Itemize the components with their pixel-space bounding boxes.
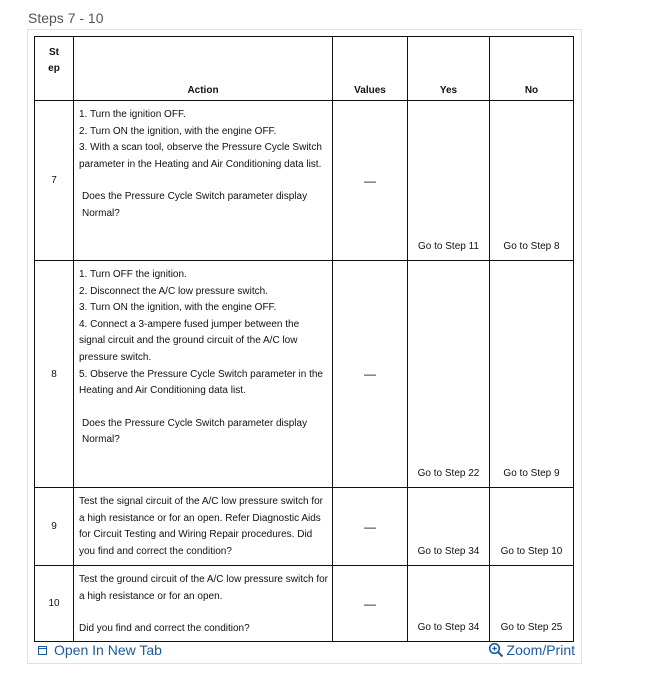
step-action — [74, 566, 333, 642]
diagnostic-table — [34, 36, 574, 642]
header-no: No — [490, 37, 574, 101]
action-item: 2. Disconnect the A/C low pressure switch. — [79, 285, 268, 297]
header-action: Action — [74, 37, 333, 101]
step-action — [74, 261, 333, 488]
step-number: 10 — [35, 566, 74, 642]
step-value: — — [333, 261, 408, 488]
header-step-line2: ep — [48, 63, 60, 74]
step-value: — — [333, 488, 408, 566]
table-row — [35, 261, 574, 488]
open-in-new-tab-icon — [38, 646, 47, 655]
step-number: 9 — [35, 488, 74, 566]
action-item: 2. Turn ON the ignition, with the engine OFF. — [79, 125, 277, 137]
step-value: — — [333, 101, 408, 261]
header-step-line1: St — [49, 47, 59, 58]
step-no-link: Go to Step 8 — [490, 101, 574, 261]
zoom-print-label: Zoom/Print — [506, 642, 575, 658]
step-question: Does the Pressure Cycle Switch parameter display Normal? — [82, 191, 308, 219]
table-row — [35, 488, 574, 566]
step-no-link: Go to Step 10 — [490, 488, 574, 566]
action-item: 1. Turn OFF the ignition. — [79, 269, 187, 280]
step-yes-link: Go to Step 34 — [408, 566, 490, 642]
action-item: 4. Connect a 3-ampere fused jumper between the signal circuit and the ground circuit of the A/C low pressure switch. — [79, 318, 300, 363]
step-no-link: Go to Step 9 — [490, 261, 574, 488]
step-action: Test the signal circuit of the A/C low pressure switch for a high resistance or for an open. Refer Diagnostic Aids for Circuit Testing and Wiring Repair procedures. Did you find and correct the condition? — [74, 488, 333, 566]
step-question: Does the Pressure Cycle Switch parameter display Normal? — [82, 417, 308, 446]
action-item: 3. With a scan tool, observe the Pressure Cycle Switch parameter in the Heating and Air Conditioning data list. — [79, 142, 322, 170]
zoom-magnifier-icon — [488, 642, 504, 658]
step-value: — — [333, 566, 408, 642]
step-number: 8 — [35, 261, 74, 488]
step-yes-link: Go to Step 11 — [408, 101, 490, 261]
step-text: Test the ground circuit of the A/C low pressure switch for a high resistance or for an open. — [79, 574, 328, 602]
table-row — [35, 101, 574, 261]
step-action — [74, 101, 333, 261]
step-yes-link: Go to Step 34 — [408, 488, 490, 566]
header-step — [35, 37, 74, 101]
header-values: Values — [333, 37, 408, 101]
zoom-print-link[interactable] — [488, 642, 575, 658]
table-header-row — [35, 37, 574, 101]
step-yes-link: Go to Step 22 — [408, 261, 490, 488]
open-in-new-tab-label: Open In New Tab — [54, 642, 162, 658]
open-in-new-tab-link[interactable] — [38, 642, 162, 658]
table-row — [35, 566, 574, 642]
action-item: 3. Turn ON the ignition, with the engine OFF. — [79, 302, 277, 314]
action-item: 1. Turn the ignition OFF. — [79, 109, 186, 120]
action-item: 5. Observe the Pressure Cycle Switch parameter in the Heating and Air Conditioning data list. — [79, 368, 323, 397]
header-yes: Yes — [408, 37, 490, 101]
step-no-link: Go to Step 25 — [490, 566, 574, 642]
page-title: Steps 7 - 10 — [28, 10, 104, 26]
step-question: Did you find and correct the condition? — [79, 623, 250, 635]
step-number: 7 — [35, 101, 74, 261]
